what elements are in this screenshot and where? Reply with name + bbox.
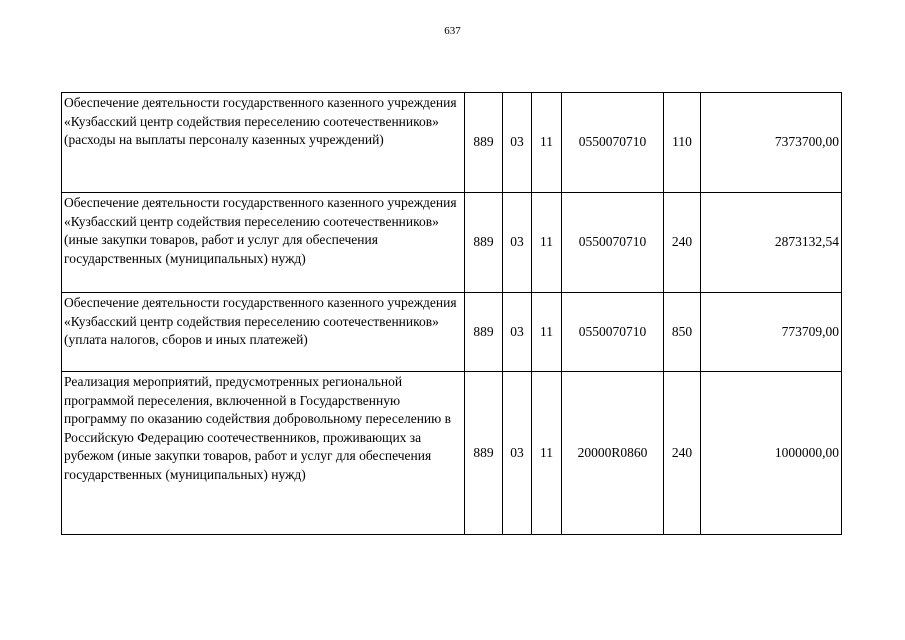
description-cell: Реализация мероприятий, предусмотренных региональной программой переселения, включенной в Государственную программу по оказанию содействия добровольному переселению в Российскую Федерацию соотечественников, проживающих за рубежом (иные закупки товаров, работ и услуг для обеспечения государственных (муниципальных) нужд)	[62, 372, 465, 535]
expense-type-cell: 110	[664, 93, 701, 193]
table-row	[62, 372, 842, 535]
subsection-code-cell: 11	[532, 372, 562, 535]
target-article-cell: 0550070710	[562, 293, 664, 372]
expense-type-cell: 850	[664, 293, 701, 372]
description-cell: Обеспечение деятельности государственного казенного учреждения «Кузбасский центр содействия переселению соотечественников» (уплата налогов, сборов и иных платежей)	[62, 293, 465, 372]
amount-cell: 2873132,54	[701, 193, 842, 293]
ministry-code-cell: 889	[465, 293, 503, 372]
subsection-code-cell: 11	[532, 293, 562, 372]
table-row	[62, 193, 842, 293]
expense-type-cell: 240	[664, 372, 701, 535]
subsection-code-cell: 11	[532, 193, 562, 293]
description-cell: Обеспечение деятельности государственного казенного учреждения «Кузбасский центр содействия переселению соотечественников» (иные закупки товаров, работ и услуг для обеспечения государственных (муниципальных) нужд)	[62, 193, 465, 293]
expense-type-cell: 240	[664, 193, 701, 293]
amount-cell: 773709,00	[701, 293, 842, 372]
target-article-cell: 20000R0860	[562, 372, 664, 535]
section-code-cell: 03	[503, 193, 532, 293]
section-code-cell: 03	[503, 372, 532, 535]
section-code-cell: 03	[503, 93, 532, 193]
ministry-code-cell: 889	[465, 93, 503, 193]
section-code-cell: 03	[503, 293, 532, 372]
page-number: 637	[444, 25, 461, 37]
description-cell: Обеспечение деятельности государственного казенного учреждения «Кузбасский центр содействия переселению соотечественников» (расходы на выплаты персоналу казенных учреждений)	[62, 93, 465, 193]
ministry-code-cell: 889	[465, 372, 503, 535]
amount-cell: 7373700,00	[701, 93, 842, 193]
budget-table	[61, 92, 842, 535]
ministry-code-cell: 889	[465, 193, 503, 293]
target-article-cell: 0550070710	[562, 193, 664, 293]
subsection-code-cell: 11	[532, 93, 562, 193]
table-row	[62, 93, 842, 193]
table-row	[62, 293, 842, 372]
target-article-cell: 0550070710	[562, 93, 664, 193]
amount-cell: 1000000,00	[701, 372, 842, 535]
